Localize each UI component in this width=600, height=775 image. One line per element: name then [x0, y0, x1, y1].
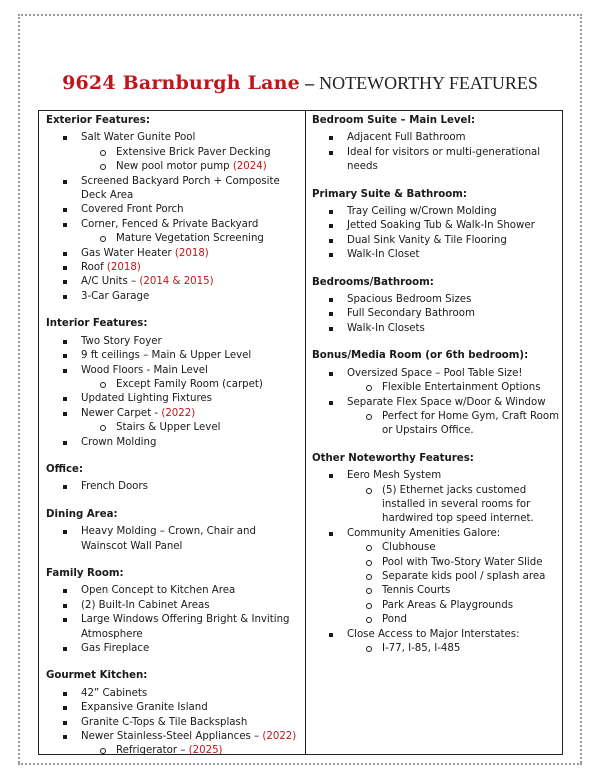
section-heading: Gourmet Kitchen:: [46, 670, 148, 682]
bullet-item: [46, 364, 301, 378]
item-text: Heavy Molding – Crown, Chair and Wainscot Wall Panel: [81, 526, 256, 552]
item-text: Two Story Foyer: [81, 335, 162, 347]
section-heading: Interior Features:: [46, 318, 148, 330]
bullet-item: [46, 436, 301, 450]
decorative-border-top: [18, 14, 582, 16]
item-text: Gas Fireplace: [81, 643, 150, 654]
decorative-border-left: [18, 14, 20, 763]
section-heading: Bonus/Media Room (or 6th bedroom):: [312, 350, 529, 362]
sub-bullet-item: [312, 410, 560, 439]
item-text: Updated Lighting Fixtures: [81, 393, 212, 405]
section-other-noteworthy-features: [312, 452, 560, 657]
bullet-item: [46, 730, 301, 744]
sub-item-text: Mature Vegetation Screening: [116, 233, 264, 245]
section-interior-features: [46, 317, 301, 450]
bullet-item: [46, 480, 301, 494]
sub-bullet-item: [312, 599, 560, 613]
sub-bullet-item: [46, 232, 301, 246]
item-text: Walk-In Closet: [347, 249, 420, 261]
bullet-item: [46, 584, 301, 598]
bullet-item: [46, 349, 301, 363]
item-text: Close Access to Major Interstates:: [347, 628, 520, 640]
sub-item-text: Separate kids pool / splash area: [382, 570, 546, 582]
bullet-item: [46, 290, 301, 304]
section-bedrooms-bathroom: [312, 276, 560, 337]
section-heading: Primary Suite & Bathroom:: [312, 188, 467, 200]
sub-item-text: Perfect for Home Gym, Craft Room or Upstairs Office.: [382, 410, 560, 437]
item-text: Dual Sink Vanity & Tile Flooring: [347, 234, 507, 246]
decorative-border-right: [580, 14, 582, 763]
item-year: (2018): [106, 262, 141, 274]
left-column: [46, 114, 301, 772]
features-table: [38, 110, 563, 755]
sub-item-text: Pond: [382, 614, 407, 626]
item-text: 3-Car Garage: [81, 290, 150, 302]
item-text: Wood Floors - Main Level: [81, 364, 208, 376]
section-heading: Office:: [46, 463, 84, 475]
bullet-item: [46, 525, 301, 554]
item-text: Separate Flex Space w/Door & Window: [347, 396, 546, 408]
bullet-item: [312, 234, 560, 248]
sub-bullet-item: [312, 584, 560, 598]
bullet-item: [312, 248, 560, 262]
property-address: 9624 Barnburgh Lane: [62, 72, 300, 94]
bullet-item: [46, 392, 301, 406]
bullet-item: [312, 293, 560, 307]
item-text: Corner, Fenced & Private Backyard: [81, 218, 259, 230]
bullet-item: [46, 407, 301, 421]
sub-item-text: Tennis Courts: [382, 585, 451, 597]
sub-bullet-item: [312, 570, 560, 584]
bullet-item: [312, 367, 560, 381]
bullet-item: [312, 146, 560, 175]
sub-item-year: (2024): [232, 161, 267, 173]
section-heading: Other Noteworthy Features:: [312, 452, 474, 464]
item-year: (2022): [161, 407, 196, 419]
item-text: Spacious Bedroom Sizes: [347, 294, 472, 306]
item-text: Open Concept to Kitchen Area: [81, 585, 236, 597]
item-text: Full Secondary Bathroom: [347, 308, 475, 320]
sub-item-text: New pool motor pump: [116, 161, 233, 173]
item-year: (2018): [174, 247, 209, 259]
item-text: Community Amenities Galore:: [347, 527, 501, 539]
item-text: Roof: [81, 262, 107, 274]
column-divider: [305, 111, 306, 754]
bullet-item: [312, 527, 560, 541]
page-title: [0, 72, 600, 94]
item-text: Adjacent Full Bathroom: [347, 132, 466, 144]
bullet-item: [312, 628, 560, 642]
bullet-item: [46, 275, 301, 289]
item-text: Eero Mesh System: [347, 470, 442, 482]
sub-bullet-item: [312, 556, 560, 570]
sub-item-text: Extensive Brick Paver Decking: [116, 146, 271, 158]
item-text: Walk-In Closets: [347, 322, 425, 334]
item-text: Granite C-Tops & Tile Backsplash: [81, 716, 248, 728]
bullet-item: [312, 469, 560, 483]
bullet-item: [46, 131, 301, 145]
item-text: Expansive Granite Island: [81, 702, 208, 714]
bullet-item: [312, 396, 560, 410]
title-subtitle: NOTEWORTHY FEATURES: [319, 73, 538, 93]
sub-bullet-item: [46, 146, 301, 160]
bullet-item: [46, 701, 301, 715]
sub-item-text: I-77, I-85, I-485: [382, 643, 461, 654]
item-text: Covered Front Porch: [81, 204, 184, 216]
section-bonus-media-room-or-6th-bedroom: [312, 349, 560, 438]
sub-item-text: (5) Ethernet jacks customed installed in several rooms for hardwired top speed internet.: [382, 484, 534, 525]
item-text: Tray Ceiling w/Crown Molding: [347, 206, 497, 218]
item-text: Ideal for visitors or multi-generational needs: [347, 146, 541, 173]
item-text: French Doors: [81, 481, 148, 493]
item-text: Screened Backyard Porch + Composite Deck Area: [81, 175, 280, 202]
item-text: Crown Molding: [81, 436, 157, 448]
bullet-item: [46, 247, 301, 261]
bullet-item: [46, 335, 301, 349]
item-text: Newer Carpet -: [81, 407, 162, 419]
item-text: Gas Water Heater: [81, 247, 175, 259]
bullet-item: [46, 613, 301, 642]
bullet-item: [46, 599, 301, 613]
section-heading: Bedroom Suite – Main Level:: [312, 115, 476, 126]
sub-bullet-item: [312, 541, 560, 555]
bullet-item: [46, 261, 301, 275]
sub-item-text: Stairs & Upper Level: [116, 422, 221, 434]
item-text: (2) Built-In Cabinet Areas: [81, 599, 210, 611]
section-bedroom-suite-main-level: [312, 114, 560, 175]
sub-item-text: Except Family Room (carpet): [116, 378, 263, 390]
section-gourmet-kitchen: [46, 669, 301, 758]
sub-bullet-item: [312, 484, 560, 527]
bullet-item: [312, 307, 560, 321]
section-heading: Dining Area:: [46, 508, 118, 520]
section-office: [46, 463, 301, 495]
right-column: [312, 114, 560, 669]
section-primary-suite-bathroom: [312, 188, 560, 263]
sub-item-year: (2025): [188, 745, 223, 757]
sub-bullet-item: [312, 381, 560, 395]
section-exterior-features: [46, 114, 301, 304]
sub-bullet-item: [312, 642, 560, 656]
bullet-item: [46, 687, 301, 701]
item-year: (2022): [262, 731, 297, 743]
bullet-item: [46, 642, 301, 656]
bullet-item: [46, 175, 301, 204]
sub-item-text: Clubhouse: [382, 542, 436, 554]
item-year: (2014 & 2015): [139, 276, 214, 288]
item-text: Salt Water Gunite Pool: [81, 132, 196, 144]
item-text: A/C Units –: [81, 276, 140, 288]
sub-bullet-item: [46, 160, 301, 174]
bullet-item: [312, 205, 560, 219]
sub-item-text: Refrigerator –: [116, 745, 189, 757]
bullet-item: [46, 218, 301, 232]
section-heading: Bedrooms/Bathroom:: [312, 276, 434, 288]
sub-bullet-item: [312, 613, 560, 627]
bullet-item: [46, 716, 301, 730]
item-text: Jetted Soaking Tub & Walk-In Shower: [347, 220, 535, 232]
item-text: Newer Stainless-Steel Appliances –: [81, 731, 263, 743]
bullet-item: [312, 322, 560, 336]
sub-bullet-item: [46, 744, 301, 758]
sub-item-text: Pool with Two-Story Water Slide: [382, 556, 543, 568]
section-family-room: [46, 567, 301, 656]
sub-bullet-item: [46, 378, 301, 392]
sub-bullet-item: [46, 421, 301, 435]
bullet-item: [312, 219, 560, 233]
sub-item-text: Park Areas & Playgrounds: [382, 599, 514, 611]
item-text: 42” Cabinets: [81, 687, 148, 699]
section-dining-area: [46, 508, 301, 554]
title-dash: –: [305, 73, 315, 93]
item-text: 9 ft ceilings – Main & Upper Level: [81, 350, 252, 362]
item-text: Oversized Space – Pool Table Size!: [347, 367, 523, 379]
item-text: Large Windows Offering Bright & Inviting Atmosphere: [81, 614, 290, 640]
bullet-item: [46, 203, 301, 217]
sub-item-text: Flexible Entertainment Options: [382, 382, 541, 394]
bullet-item: [312, 131, 560, 145]
section-heading: Family Room:: [46, 567, 124, 579]
section-heading: Exterior Features:: [46, 115, 150, 126]
